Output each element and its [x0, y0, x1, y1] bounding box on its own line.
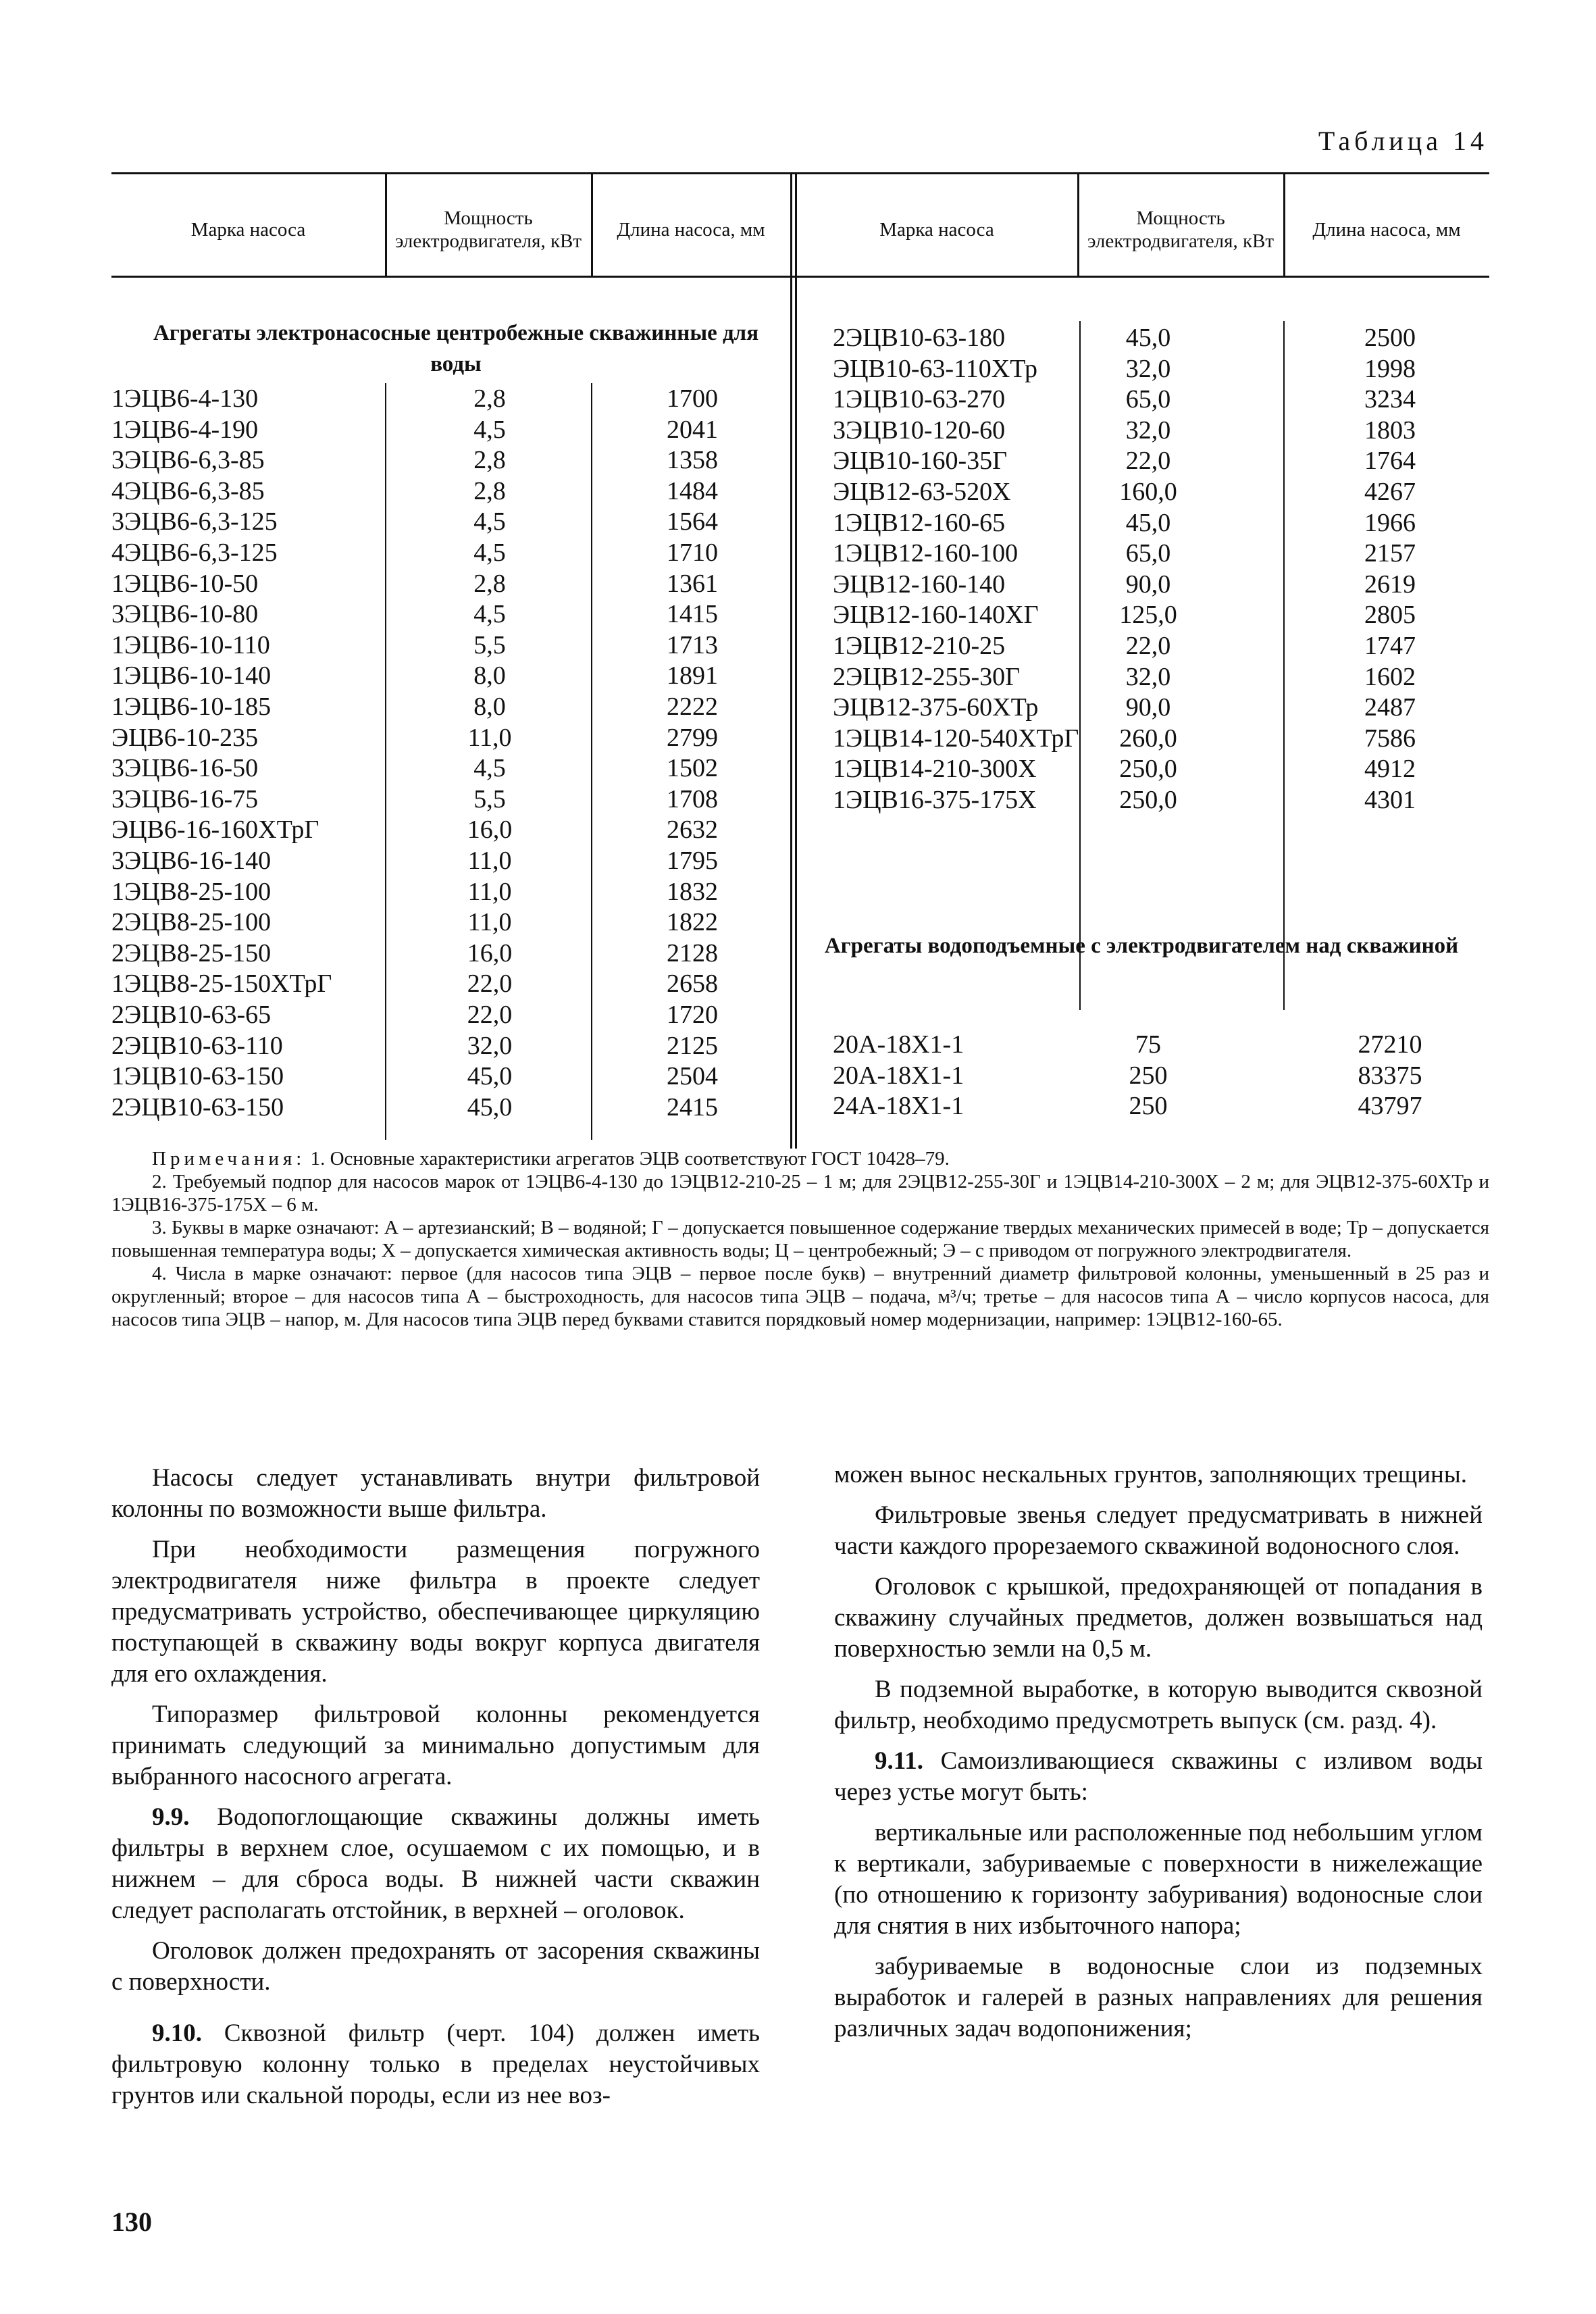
pump-length: 1998 [1364, 354, 1416, 383]
pump-power: 22,0 [1125, 447, 1171, 476]
pump-mark: 1ЭЦВ12-160-65 [833, 508, 1006, 537]
pump-mark: 3ЭЦВ6-6,3-125 [111, 507, 278, 536]
pump-mark: 1ЭЦВ14-120-540ХТрГ [833, 724, 1079, 753]
body-divider [385, 383, 386, 1140]
pump-mark: 1ЭЦВ16-375-175Х [833, 786, 1037, 814]
pump-mark: ЭЦВ10-160-35Г [833, 447, 1008, 476]
middle-divider [795, 172, 797, 1149]
table-caption: Таблица 14 [1318, 126, 1488, 156]
pump-power: 8,0 [473, 661, 506, 690]
pump-length: 2504 [667, 1062, 718, 1091]
pump-mark: 2ЭЦВ12-255-30Г [833, 662, 1021, 691]
pump-mark: 4ЭЦВ6-6,3-125 [111, 538, 278, 567]
pump-mark: 1ЭЦВ6-10-185 [111, 693, 272, 721]
pump-mark: 2ЭЦВ10-63-110 [111, 1031, 283, 1060]
pump-power: 4,5 [473, 754, 506, 783]
pump-mark: 1ЭЦВ14-210-300Х [833, 755, 1037, 784]
header-mark: Марка насоса [879, 219, 994, 241]
header-length: Длина насоса, мм [1312, 219, 1461, 241]
pump-mark: 2ЭЦВ10-63-150 [111, 1092, 284, 1122]
pump-mark: 3ЭЦВ6-16-140 [111, 847, 272, 875]
pump-length: 1484 [667, 476, 718, 505]
pump-power: 160,0 [1119, 478, 1177, 506]
pump-length: 2632 [667, 815, 718, 845]
table-top-rule [111, 172, 1489, 174]
pump-mark: ЭЦВ12-160-140 [833, 570, 1006, 599]
paragraph: можен вынос нескальных грунтов, заполняющих трещины. [834, 1461, 1467, 1488]
pump-length: 1358 [667, 446, 718, 475]
pump-power: 5,5 [473, 630, 506, 659]
paragraph: 9.11. Самоизливающиеся скважины с изливом воды через устье могут быть: [834, 1747, 1483, 1806]
pump-power: 32,0 [1125, 416, 1171, 445]
header-mark: Марка насоса [190, 219, 306, 241]
pump-power: 90,0 [1125, 693, 1171, 722]
right-column [834, 1459, 1483, 2054]
pump-power: 4,5 [473, 507, 506, 536]
pump-length: 2487 [1364, 693, 1416, 722]
pump-mark: 1ЭЦВ10-63-270 [833, 385, 1006, 414]
pump-length: 2805 [1364, 601, 1416, 630]
pump-length: 1502 [667, 754, 718, 783]
pump-length: 4267 [1364, 478, 1416, 506]
body-divider [1283, 321, 1285, 1010]
pump-length: 7586 [1364, 724, 1416, 753]
pump-mark: 1ЭЦВ12-160-100 [833, 539, 1019, 568]
pump-power: 4,5 [473, 600, 506, 629]
pump-power: 4,5 [473, 415, 506, 444]
pump-length: 1720 [667, 1001, 718, 1029]
pump-power: 5,5 [473, 784, 506, 813]
pump-power: 16,0 [467, 815, 513, 845]
pump-length: 27210 [1358, 1030, 1422, 1059]
paragraph: 9.10. Сквозной фильтр (черт. 104) должен иметь фильтровую колонну только в пределах неустойчивых грунтов или скальной породы, если из нее воз- [111, 2019, 760, 2109]
note-3: 3. Буквы в марке означают: А – артезианский; В – водяной; Г – допускается повышенное содержание твердых механических примесей в воде; Тр – допускается повышенная температура воды; Х – допускается химическая активность воды; Ц – центробежный; Э – с приводом от погружного электродвигателя. [111, 1217, 1489, 1261]
note-4: 4. Числа в марке означают: первое (для насосов типа ЭЦВ – первое после букв) – внутренний диаметр фильтровой колонны, уменьшенный в 25 раз и округленный; второе – для насосов типа А – быстроходность, для насосов типа ЭЦВ – подача, м³/ч; третье – для насосов типа А – число корпусов насоса, для насосов типа ЭЦВ – напор, м. Для насосов типа ЭЦВ перед буквами ставится порядковый номер модернизации, например: 1ЭЦВ12-160-65. [111, 1263, 1489, 1330]
paragraph: Насосы следует устанавливать внутри фильтровой колонны по возможности выше фильтра. [111, 1464, 760, 1523]
paragraph: Оголовок должен предохранять от засорения скважины с поверхности. [111, 1937, 760, 1996]
pump-power: 2,8 [473, 446, 506, 475]
pump-table [111, 172, 1489, 1149]
pump-power: 11,0 [467, 877, 512, 906]
pump-length: 2041 [667, 415, 718, 444]
pump-mark: 1ЭЦВ8-25-100 [111, 877, 272, 906]
pump-length: 2415 [667, 1092, 718, 1122]
pump-mark: 20А-18Х1-1 [833, 1061, 964, 1090]
paragraph: Оголовок с крышкой, предохраняющей от попадания в скважину случайных предметов, должен возвышаться над поверхностью земли на 0,5 м. [834, 1573, 1483, 1663]
pump-mark: 3ЭЦВ6-6,3-85 [111, 446, 265, 475]
pump-length: 2619 [1364, 570, 1416, 599]
pump-power: 75 [1135, 1030, 1161, 1059]
note-2: 2. Требуемый подпор для насосов марок от 1ЭЦВ6-4-130 до 1ЭЦВ12-210-25 – 1 м; для 2ЭЦВ12-255-30Г и 1ЭЦВ14-210-300Х – 2 м; для ЭЦВ12-375-60ХТр и 1ЭЦВ16-375-175Х – 6 м. [111, 1171, 1489, 1215]
pump-power: 2,8 [473, 384, 506, 413]
pump-power: 90,0 [1125, 570, 1171, 599]
body-divider [591, 383, 592, 1140]
pump-power: 2,8 [473, 476, 506, 505]
paragraph: Типоразмер фильтровой колонны рекомендуется принимать следующий за минимально допустимым для выбранного насосного агрегата. [111, 1701, 760, 1790]
pump-mark: 24А-18Х1-1 [833, 1092, 964, 1121]
pump-power: 22,0 [467, 970, 513, 999]
pump-length: 4301 [1364, 786, 1416, 814]
pump-power: 8,0 [473, 693, 506, 721]
pump-length: 1713 [667, 630, 718, 659]
pump-power: 32,0 [1125, 662, 1171, 691]
pump-mark: 20А-18Х1-1 [833, 1030, 964, 1059]
section-number: 9.11. [875, 1747, 923, 1775]
pump-length: 2125 [667, 1031, 718, 1060]
group-title-centrifugal: Агрегаты электронасосные центробежные скважинные для воды [153, 321, 759, 376]
pump-power: 45,0 [1125, 324, 1171, 352]
pump-mark: 3ЭЦВ6-10-80 [111, 600, 259, 629]
pump-mark: ЭЦВ6-10-235 [111, 723, 259, 752]
paragraph: забуриваемые в водоносные слои из подземных выработок и галерей в разных направлениях для решения различных задач водопонижения; [834, 1953, 1483, 2042]
table-notes [111, 1147, 1489, 1331]
pump-power: 250 [1129, 1092, 1168, 1121]
pump-power: 16,0 [467, 938, 513, 967]
note-1: 1. Основные характеристики агрегатов ЭЦВ соответствуют ГОСТ 10428–79. [310, 1148, 950, 1169]
pump-power: 45,0 [1125, 508, 1171, 537]
pump-power: 65,0 [1125, 539, 1171, 568]
paragraph: Фильтровые звенья следует предусматривать в нижней части каждого прорезаемого скважиной водоносного слоя. [834, 1501, 1483, 1560]
pump-mark: 1ЭЦВ10-63-150 [111, 1062, 284, 1091]
pump-length: 1764 [1364, 447, 1416, 476]
middle-divider [790, 172, 792, 1149]
pump-mark: 1ЭЦВ12-210-25 [833, 632, 1006, 660]
pump-mark: ЭЦВ12-375-60ХТр [833, 693, 1039, 722]
pump-length: 1710 [667, 538, 718, 567]
page-number: 130 [111, 2207, 152, 2237]
pump-power: 11,0 [467, 847, 512, 875]
paragraph: В подземной выработке, в которую выводится сквозной фильтр, необходимо предусмотреть выпуск (см. разд. 4). [834, 1676, 1483, 1734]
header-power: Мощность электродвигателя, кВт [394, 207, 582, 252]
pump-mark: ЭЦВ10-63-110ХТр [833, 354, 1037, 383]
pump-length: 1891 [667, 661, 718, 690]
pump-length: 1700 [667, 384, 718, 413]
pump-mark: 1ЭЦВ6-10-140 [111, 661, 272, 690]
pump-length: 3234 [1364, 385, 1416, 414]
pump-power: 22,0 [467, 1001, 513, 1029]
pump-length: 1822 [667, 908, 718, 937]
pump-mark: 1ЭЦВ6-10-110 [111, 630, 270, 659]
group-title-surface: Агрегаты водоподъемные с электродвигателем над скважиной [824, 934, 1459, 958]
pump-mark: 3ЭЦВ6-16-50 [111, 754, 259, 783]
pump-length: 1747 [1364, 632, 1416, 660]
pump-power: 45,0 [467, 1062, 513, 1091]
pump-mark: ЭЦВ12-160-140ХГ [833, 601, 1039, 630]
pump-power: 260,0 [1119, 724, 1177, 753]
pump-mark: 3ЭЦВ6-16-75 [111, 784, 259, 813]
pump-power: 11,0 [467, 723, 512, 752]
notes-label: Примечания: [152, 1148, 306, 1169]
pump-mark: 1ЭЦВ6-10-50 [111, 569, 259, 598]
pump-power: 125,0 [1119, 601, 1177, 630]
pump-power: 2,8 [473, 569, 506, 598]
pump-length: 2658 [667, 970, 718, 999]
paragraph: При необходимости размещения погружного электродвигателя ниже фильтра в проекте следует предусматривать устройство, обеспечивающее циркуляцию поступающей в скважину воды вокруг корпуса двигателя для его охлаждения. [111, 1536, 760, 1688]
pump-power: 250 [1129, 1061, 1168, 1090]
pump-mark: 1ЭЦВ8-25-150ХТрГ [111, 970, 332, 999]
pump-length: 1966 [1364, 508, 1416, 537]
pump-power: 45,0 [467, 1092, 513, 1122]
pump-mark: 2ЭЦВ8-25-100 [111, 908, 272, 937]
pump-mark: 1ЭЦВ6-4-190 [111, 415, 259, 444]
pump-mark: ЭЦВ12-63-520Х [833, 478, 1011, 506]
pump-length: 2500 [1364, 324, 1416, 352]
pump-length: 2157 [1364, 539, 1416, 568]
paragraph: 9.9. Водопоглощающие скважины должны иметь фильтры в верхнем слое, осушаемом с их помощью, и в нижнем – для сброса воды. В нижней части скважин следует располагать отстойник, в верхней – оголовок. [111, 1803, 760, 1924]
pump-mark: 2ЭЦВ10-63-65 [111, 1001, 272, 1029]
pump-power: 32,0 [467, 1031, 513, 1060]
pump-length: 1602 [1364, 662, 1416, 691]
pump-mark: 4ЭЦВ6-6,3-85 [111, 476, 265, 505]
pump-length: 83375 [1358, 1061, 1422, 1090]
pump-mark: ЭЦВ6-16-160ХТрГ [111, 815, 319, 845]
pump-mark: 2ЭЦВ8-25-150 [111, 938, 272, 967]
pump-power: 65,0 [1125, 385, 1171, 414]
pump-length: 4912 [1364, 755, 1416, 784]
header-length: Длина насоса, мм [617, 219, 765, 241]
pump-length: 1795 [667, 847, 718, 875]
pump-power: 250,0 [1119, 755, 1177, 784]
pump-mark: 2ЭЦВ10-63-180 [833, 324, 1006, 352]
header-bottom-rule [111, 276, 1489, 278]
pump-length: 1564 [667, 507, 718, 536]
pump-length: 43797 [1358, 1092, 1422, 1121]
header-power: Мощность электродвигателя, кВт [1087, 207, 1275, 252]
pump-power: 4,5 [473, 538, 506, 567]
pump-power: 22,0 [1125, 632, 1171, 660]
pump-mark: 1ЭЦВ6-4-130 [111, 384, 259, 413]
pump-length: 1361 [667, 569, 718, 598]
pump-length: 1832 [667, 877, 718, 906]
pump-power: 11,0 [467, 908, 512, 937]
section-number: 9.10. [152, 2019, 202, 2047]
pump-length: 2222 [667, 693, 718, 721]
pump-length: 1415 [667, 600, 718, 629]
pump-length: 1708 [667, 784, 718, 813]
section-number: 9.9. [152, 1803, 190, 1831]
pump-length: 2128 [667, 938, 718, 967]
pump-power: 250,0 [1119, 786, 1177, 814]
pump-length: 2799 [667, 723, 718, 752]
left-column [111, 1463, 760, 2121]
pump-power: 32,0 [1125, 354, 1171, 383]
pump-length: 1803 [1364, 416, 1416, 445]
paragraph: вертикальные или расположенные под небольшим углом к вертикали, забуриваемые с поверхности в нижележащие (по отношению к горизонту забуривания) водоносные слои для снятия в них избыточного напора; [834, 1819, 1483, 1940]
pump-mark: 3ЭЦВ10-120-60 [833, 416, 1006, 445]
